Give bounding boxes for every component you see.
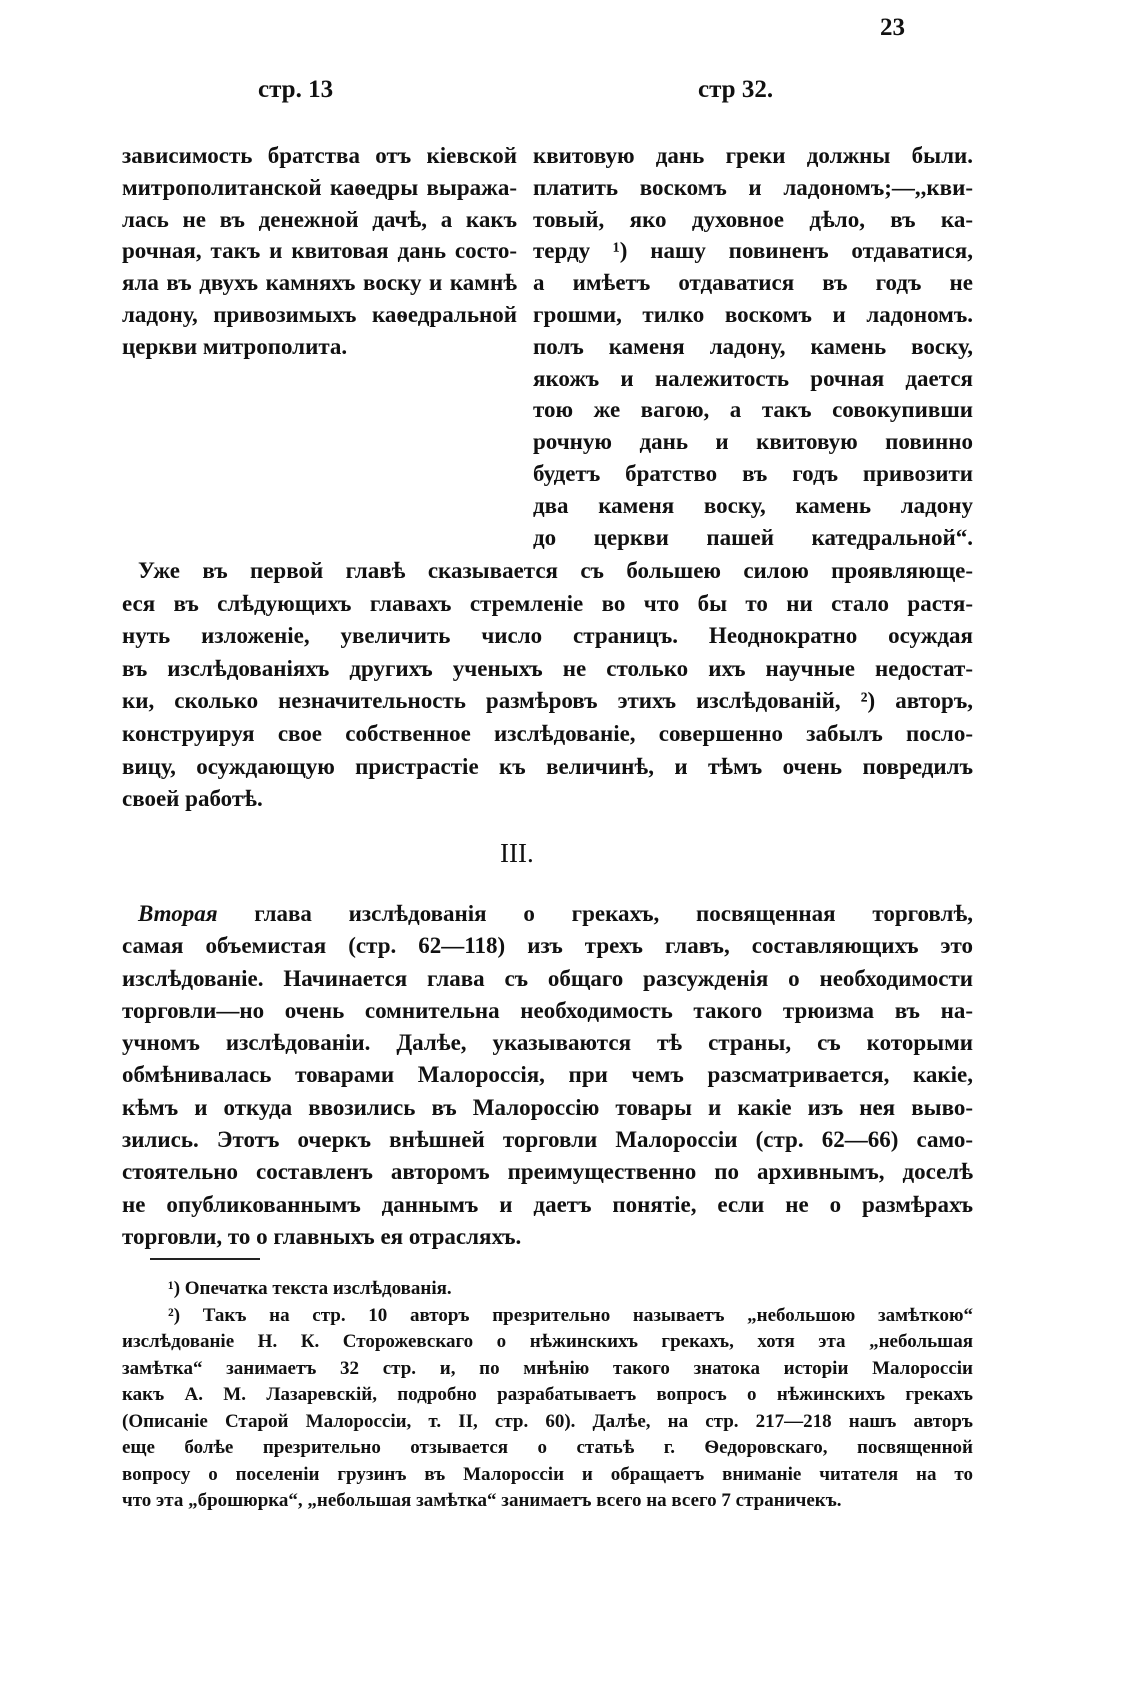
left-column-heading: стр. 13 — [258, 76, 334, 103]
right-line: якожъ и належитость рочная дается — [533, 365, 973, 391]
right-line: тою же вагою, а такъ совокупивши — [533, 397, 973, 423]
right-line: платить воскомъ и ладономъ;—,,кви- — [533, 174, 973, 200]
right-line: два каменя воску, камень ладону — [533, 492, 973, 518]
paragraph-line: въ изслѣдованіяхъ другихъ ученыхъ не столько ихъ научные недостат- — [122, 655, 973, 681]
right-line: а имѣетъ отдаватися въ годъ не — [533, 270, 973, 296]
left-line: зависимость братства отъ кіевской — [122, 143, 517, 168]
left-line: церкви митрополита. — [122, 333, 348, 359]
footnote-2-line: еще болѣе презрительно отзывается о статьѣ г. Ѳедоровскаго, посвященной — [122, 1437, 973, 1458]
footnote-2-line: ²) Такъ на стр. 10 авторъ презрительно называетъ „небольшою замѣткою“ — [168, 1304, 973, 1326]
footnotes — [122, 1276, 973, 1515]
footnote-2-line: какъ А. М. Лазаревскій, подробно разрабатываетъ вопросъ о нѣжинскихъ грекахъ — [122, 1384, 973, 1405]
paragraph-line: еся въ слѣдующихъ главахъ стремленіе во что бы то ни стало растя- — [122, 590, 973, 616]
footnote-2-line: замѣтка“ занимаетъ 32 стр. и, по мнѣнію такого знатока исторіи Малороссіи — [122, 1357, 973, 1379]
right-column-heading: стр 32. — [698, 76, 774, 103]
paragraph-line: Уже въ первой главѣ сказывается съ большею силою проявляюще- — [138, 558, 973, 583]
right-line: товый, яко духовное дѣло, въ ка- — [533, 206, 973, 232]
paragraph-2 — [122, 898, 973, 1253]
right-line: грошми, тилко воскомъ и ладономъ. — [533, 301, 973, 327]
left-column-quote — [122, 140, 517, 363]
paragraph-line: ки, сколько незначительность размѣровъ этихъ изслѣдованій, ²) авторъ, — [122, 688, 973, 714]
paragraph-line: самая объемистая (стр. 62—118) изъ трехъ главъ, составляющихъ это — [122, 933, 973, 959]
paragraph-line: стоятельно составленъ авторомъ преимущественно по архивнымъ, доселѣ — [122, 1159, 973, 1185]
paragraph-line: нуть изложеніе, увеличить число страницъ. Неоднократно осуждая — [122, 623, 973, 649]
left-line: лась не въ денежной дачѣ, а какъ — [122, 206, 517, 232]
paragraph-line: изслѣдованіе. Начинается глава съ общаго разсужденія о необходимости — [122, 965, 973, 991]
footnote-2-line: (Описаніе Старой Малороссіи, т. II, стр. 60). Далѣе, на стр. 217—218 нашъ авторъ — [122, 1410, 973, 1432]
paragraph-line: кѣмъ и откуда ввозились въ Малороссію товары и какіе изъ нея выво- — [122, 1094, 973, 1120]
left-line: рочная, такъ и квитовая дань состо- — [122, 238, 517, 264]
right-column-quote — [533, 140, 973, 553]
right-line: будетъ братство въ годъ привозити — [533, 460, 973, 486]
right-line: квитовую дань греки должны были. — [533, 143, 973, 168]
paragraph-line: своей работѣ. — [122, 786, 263, 812]
right-line: до церкви пашей катедральной“. — [533, 524, 973, 550]
left-line: ладону, привозимыхъ каѳедральной — [122, 301, 517, 327]
first-line-text: глава изслѣдованія о грекахъ, посвященная торговлѣ, — [217, 901, 973, 926]
paragraph-line: обмѣнивалась товарами Малороссія, при чемъ разсматривается, какіе, — [122, 1062, 973, 1088]
section-number: III. — [500, 838, 534, 868]
footnote-1: ¹) Опечатка текста изслѣдованія. — [168, 1278, 452, 1299]
italic-word: Вторая — [138, 901, 218, 926]
paragraph-line: торговли, то о главныхъ ея отрасляхъ. — [122, 1223, 522, 1249]
left-line: яла въ двухъ камняхъ воску и камнѣ — [122, 270, 517, 296]
paragraph-line: вицу, осуждающую пристрастіе къ величинѣ, и тѣмъ очень повредилъ — [122, 753, 973, 779]
paragraph-line: учномъ изслѣдованіи. Далѣе, указываются тѣ страны, съ которыми — [122, 1030, 973, 1056]
right-line: рочную дань и квитовую повинно — [533, 429, 973, 455]
footnote-2-line: изслѣдованіе Н. К. Сторожевскаго о нѣжинскихъ грекахъ, хотя эта „небольшая — [122, 1331, 973, 1352]
footnote-divider — [150, 1258, 260, 1260]
paragraph-line: торговли—но очень сомнительна необходимость такого трюизма въ на- — [122, 997, 973, 1023]
paragraph-line — [122, 898, 973, 930]
page-number: 23 — [880, 14, 905, 41]
paragraph-line: зились. Этотъ очеркъ внѣшней торговли Малороссіи (стр. 62—66) само- — [122, 1127, 973, 1153]
right-line: терду ¹) нашу повиненъ отдаватися, — [533, 238, 973, 264]
right-line: полъ каменя ладону, камень воску, — [533, 333, 973, 359]
left-line: митрополитанской каѳедры выража- — [122, 174, 517, 200]
paragraph-line: конструируя свое собственное изслѣдованіе, совершенно забылъ посло- — [122, 720, 973, 746]
paragraph-1 — [122, 555, 973, 816]
footnote-2-line: что эта „брошюрка“, „небольшая замѣтка“ занимаетъ всего на всего 7 страничекъ. — [122, 1490, 842, 1511]
paragraph-line: не опубликованнымъ даннымъ и даетъ понятіе, если не о размѣрахъ — [122, 1191, 973, 1217]
footnote-2-line: вопросу о поселеніи грузинъ въ Малороссіи и обращаетъ вниманіе читателя на то — [122, 1463, 973, 1485]
